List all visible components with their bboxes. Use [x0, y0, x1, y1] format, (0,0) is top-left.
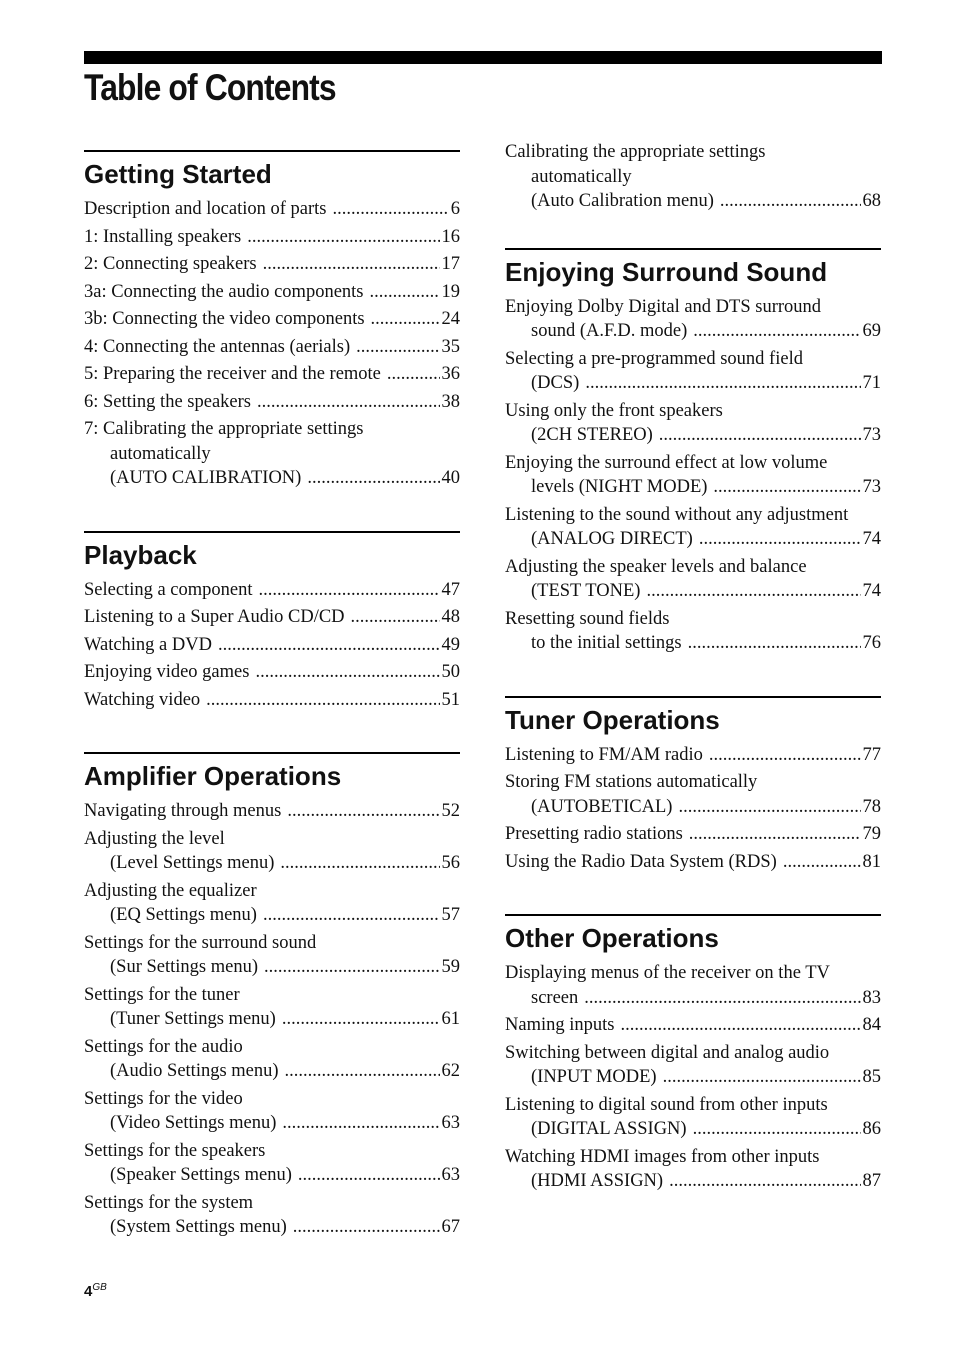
toc-entry[interactable]: [505, 850, 881, 875]
page-ref: 49: [441, 634, 460, 655]
toc-entry-text: 7: Calibrating the appropriate settings: [84, 419, 364, 439]
toc-entry[interactable]: [505, 1041, 881, 1090]
toc-entry-text: (HDMI ASSIGN): [531, 1171, 664, 1191]
page-ref: 6: [450, 199, 460, 219]
toc-entry-text: Watching a DVD: [84, 634, 212, 655]
dot-leader: [287, 799, 439, 824]
page-ref: 85: [862, 1067, 881, 1087]
section-heading: Amplifier Operations: [84, 761, 342, 791]
dot-leader: [263, 252, 440, 277]
right-column: [505, 140, 881, 1234]
toc-entry[interactable]: [84, 252, 460, 277]
page-ref: 77: [862, 744, 881, 765]
dot-leader: [307, 466, 439, 491]
toc-entry-text: Adjusting the level: [84, 828, 225, 849]
toc-entry-text: Enjoying Dolby Digital and DTS surround: [505, 296, 822, 317]
dot-leader: [646, 579, 860, 604]
dot-leader: [693, 319, 860, 344]
toc-entry[interactable]: [84, 1035, 460, 1084]
page-ref: 59: [441, 957, 460, 977]
toc-entry[interactable]: [505, 451, 881, 500]
dot-leader: [282, 1007, 440, 1032]
toc-entry[interactable]: [505, 607, 881, 656]
toc-entry-text: Adjusting the equalizer: [84, 880, 257, 901]
page-ref: 62: [441, 1061, 460, 1081]
page-ref: 67: [441, 1217, 460, 1237]
page-ref: 78: [862, 796, 881, 817]
page-ref: 16: [441, 226, 460, 247]
toc-entry[interactable]: [84, 879, 460, 928]
toc-entry[interactable]: [505, 1145, 881, 1194]
dot-leader: [370, 280, 440, 305]
dot-leader: [351, 605, 440, 630]
page-number: $4^{GB}$: [84, 1282, 107, 1300]
dot-leader: [720, 189, 861, 214]
dot-leader: [298, 1163, 440, 1188]
page-ref: 57: [441, 905, 460, 925]
toc-entry-text: Using the Radio Data System (RDS): [505, 851, 777, 872]
toc-entry-text: 3b: Connecting the video components: [84, 309, 365, 329]
dot-leader: [371, 307, 440, 332]
toc-section: [84, 150, 460, 491]
toc-entry-text: Listening to FM/AM radio: [505, 744, 703, 765]
toc-entry-text: Calibrating the appropriate settings: [505, 142, 766, 162]
page-ref: 19: [441, 281, 460, 302]
toc-entry[interactable]: [84, 931, 460, 980]
dot-leader: [333, 197, 449, 222]
dot-leader: [713, 475, 860, 500]
toc-entry[interactable]: [84, 605, 460, 630]
toc-entry-text: automatically: [531, 166, 632, 187]
toc-entry-text: Settings for the tuner: [84, 984, 240, 1005]
section-rule: [505, 914, 881, 916]
page-ref: 51: [441, 689, 460, 710]
toc-entry-text: Using only the front speakers: [505, 400, 723, 421]
page-title: Table of Contents: [84, 67, 336, 108]
dot-leader: [689, 822, 861, 847]
dot-leader: [257, 390, 440, 415]
page-ref: 24: [441, 309, 460, 329]
toc-entry-text: automatically: [110, 443, 211, 464]
toc-entry-text: Settings for the audio: [84, 1036, 243, 1057]
toc-entry[interactable]: [505, 743, 881, 768]
dot-leader: [659, 423, 861, 448]
toc-entry-text: 3a: Connecting the audio components: [84, 281, 364, 302]
toc-entry[interactable]: [505, 961, 881, 1010]
toc-entry-text: Storing FM stations automatically: [505, 772, 758, 792]
dot-leader: [585, 371, 860, 396]
page-ref: 71: [862, 373, 881, 393]
toc-entry[interactable]: [84, 307, 460, 332]
dot-leader: [663, 1065, 861, 1090]
page-ref: 69: [862, 321, 881, 341]
page-ref: 73: [862, 425, 881, 445]
dot-leader: [293, 1215, 440, 1240]
toc-entry-text: Settings for the speakers: [84, 1140, 266, 1161]
toc-section: [84, 531, 460, 713]
toc-section: [84, 752, 460, 1240]
toc-entry-text: (EQ Settings menu): [110, 905, 257, 925]
page-ref: 79: [862, 824, 881, 844]
toc-entry-text: (Speaker Settings menu): [110, 1165, 292, 1185]
toc-entry-text: Resetting sound fields: [505, 608, 670, 629]
dot-leader: [783, 850, 861, 875]
toc-continuation: [505, 140, 881, 214]
toc-section: [505, 914, 881, 1194]
toc-entry-text: Watching video: [84, 689, 201, 710]
title-rule: [84, 51, 882, 64]
toc-entry-text: 4: Connecting the antennas (aerials): [84, 336, 351, 357]
page-ref: 76: [862, 633, 881, 653]
toc-entry-text: 5: Preparing the receiver and the remote: [84, 364, 381, 384]
dot-leader: [688, 631, 861, 656]
section-heading: Enjoying Surround Sound: [505, 256, 828, 287]
section-rule: [505, 696, 881, 698]
toc-entry-text: Watching HDMI images from other inputs: [505, 1146, 820, 1167]
dot-leader: [669, 1169, 860, 1194]
toc-entry[interactable]: [505, 140, 881, 214]
toc-entry[interactable]: [84, 1191, 460, 1240]
dot-leader: [356, 335, 439, 360]
toc-entry[interactable]: [505, 347, 881, 396]
section-rule: [84, 531, 460, 533]
toc-entry-text: 1: Installing speakers: [84, 226, 242, 247]
toc-entry-text: (Tuner Settings menu): [110, 1009, 276, 1029]
page-ref: 50: [441, 662, 460, 682]
toc-entry-text: Presetting radio stations: [505, 824, 683, 844]
toc-entry[interactable]: [84, 417, 460, 491]
toc-section: [505, 696, 881, 875]
toc-entry-text: (Audio Settings menu): [110, 1061, 279, 1081]
dot-leader: [280, 851, 439, 876]
toc-entry-text: Settings for the surround sound: [84, 932, 317, 953]
section-heading: Playback: [84, 539, 197, 570]
page-ref: 87: [862, 1171, 881, 1191]
page-ref: 63: [441, 1113, 460, 1133]
toc-entry[interactable]: [505, 399, 881, 448]
page-ref: 83: [862, 987, 881, 1008]
toc-entry[interactable]: [505, 503, 881, 552]
toc-entry[interactable]: [505, 770, 881, 819]
page-ref: 56: [441, 853, 460, 873]
toc-entry-text: (Sur Settings menu): [110, 957, 258, 977]
toc-entry-text: Settings for the system: [84, 1192, 254, 1213]
section-rule: [84, 752, 460, 754]
toc-entry[interactable]: [84, 1087, 460, 1136]
page-ref: 36: [441, 364, 460, 384]
toc-entry[interactable]: [505, 555, 881, 604]
dot-leader: [259, 578, 440, 603]
page-ref: 68: [862, 191, 881, 211]
toc-entry[interactable]: [84, 827, 460, 876]
toc-entry-text: Listening to a Super Audio CD/CD: [84, 607, 345, 627]
page-ref: 52: [441, 801, 460, 821]
dot-leader: [206, 688, 439, 713]
toc-entry-text: (Auto Calibration menu): [531, 191, 714, 211]
page-ref: 40: [441, 468, 460, 488]
dot-leader: [709, 743, 861, 768]
dot-leader: [247, 225, 439, 250]
toc-entry[interactable]: [505, 1093, 881, 1142]
toc-entry[interactable]: [84, 280, 460, 305]
toc-entry-text: Description and location of parts: [84, 199, 327, 219]
page-ref: 38: [441, 391, 460, 412]
toc-entry-text: Displaying menus of the receiver on the TV: [505, 963, 830, 983]
toc-entry[interactable]: [84, 983, 460, 1032]
toc-entry-text: levels (NIGHT MODE): [531, 477, 708, 497]
toc-entry[interactable]: [84, 335, 460, 360]
toc-entry-text: 2: Connecting speakers: [84, 254, 257, 274]
page-ref: 84: [862, 1015, 881, 1035]
toc-entry-text: sound (A.F.D. mode): [531, 321, 688, 341]
dot-leader: [620, 1013, 860, 1038]
toc-entry-text: Selecting a pre-programmed sound field: [505, 348, 803, 369]
toc-entry-text: Switching between digital and analog audio: [505, 1042, 830, 1063]
toc-entry[interactable]: [84, 799, 460, 824]
toc-entry[interactable]: [84, 225, 460, 250]
toc-entry-text: Settings for the video: [84, 1088, 243, 1109]
dot-leader: [584, 986, 860, 1011]
section-rule: [505, 248, 881, 250]
toc-entry-text: Listening to the sound without any adjustment: [505, 504, 849, 525]
toc-entry-text: Navigating through menus: [84, 801, 282, 821]
toc-entry-text: 6: Setting the speakers: [84, 391, 251, 412]
toc-entry-text: Enjoying the surround effect at low volume: [505, 452, 828, 473]
toc-entry[interactable]: [84, 633, 460, 658]
toc-entry-text: Naming inputs: [505, 1015, 615, 1035]
toc-entry-text: (DIGITAL ASSIGN): [531, 1119, 687, 1139]
dot-leader: [218, 633, 440, 658]
toc-entry[interactable]: [505, 822, 881, 847]
toc-entry-text: (DCS): [531, 373, 580, 393]
section-rule: [84, 150, 460, 152]
dot-leader: [678, 795, 860, 820]
toc-entry[interactable]: [505, 1013, 881, 1038]
toc-entry[interactable]: [84, 578, 460, 603]
toc-entry-text: Adjusting the speaker levels and balance: [505, 556, 807, 577]
dot-leader: [263, 903, 440, 928]
toc-entry[interactable]: [84, 660, 460, 685]
toc-entry-text: Enjoying video games: [84, 662, 250, 682]
dot-leader: [255, 660, 439, 685]
page-ref: 86: [862, 1119, 881, 1139]
toc-entry-text: (Video Settings menu): [110, 1113, 277, 1133]
page-number-suffix: GB: [92, 1282, 107, 1293]
toc-entry-text: (AUTOBETICAL): [531, 796, 673, 817]
dot-leader: [387, 362, 440, 387]
section-heading: Getting Started: [84, 159, 272, 189]
toc-entry-text: screen: [531, 987, 579, 1008]
toc-entry-text: (TEST TONE): [531, 581, 641, 601]
toc-entry-text: (AUTO CALIBRATION): [110, 468, 302, 488]
toc-entry-text: (ANALOG DIRECT): [531, 529, 693, 549]
toc-entry[interactable]: [84, 1139, 460, 1188]
page-ref: 35: [441, 336, 460, 357]
left-column: [84, 150, 460, 1280]
page-ref: 73: [862, 477, 881, 497]
toc-entry-text: to the initial settings: [531, 633, 682, 653]
dot-leader: [282, 1111, 439, 1136]
page-ref: 81: [862, 851, 881, 872]
page-ref: 47: [441, 579, 460, 600]
section-heading: Other Operations: [505, 923, 719, 953]
page-ref: 63: [441, 1165, 460, 1185]
dot-leader: [693, 1117, 861, 1142]
toc-entry[interactable]: [84, 362, 460, 387]
dot-leader: [285, 1059, 440, 1084]
toc-section: [505, 248, 881, 656]
dot-leader: [699, 527, 861, 552]
toc-entry-text: Selecting a component: [84, 579, 253, 600]
toc-entry[interactable]: [84, 688, 460, 713]
toc-entry-text: (Level Settings menu): [110, 853, 275, 873]
section-heading: Tuner Operations: [505, 704, 720, 735]
toc-entry-text: Listening to digital sound from other inputs: [505, 1094, 828, 1115]
toc-entry-text: (2CH STEREO): [531, 425, 653, 445]
toc-entry-text: (System Settings menu): [110, 1217, 287, 1237]
toc-entry[interactable]: [84, 390, 460, 415]
toc-entry-text: (INPUT MODE): [531, 1067, 657, 1087]
toc-entry[interactable]: [84, 197, 460, 222]
page-ref: 74: [862, 581, 881, 601]
page-ref: 74: [862, 529, 881, 549]
page-ref: 48: [441, 607, 460, 627]
page-ref: 17: [441, 254, 460, 274]
dot-leader: [264, 955, 440, 980]
page-ref: 61: [441, 1009, 460, 1029]
toc-entry[interactable]: [505, 295, 881, 344]
